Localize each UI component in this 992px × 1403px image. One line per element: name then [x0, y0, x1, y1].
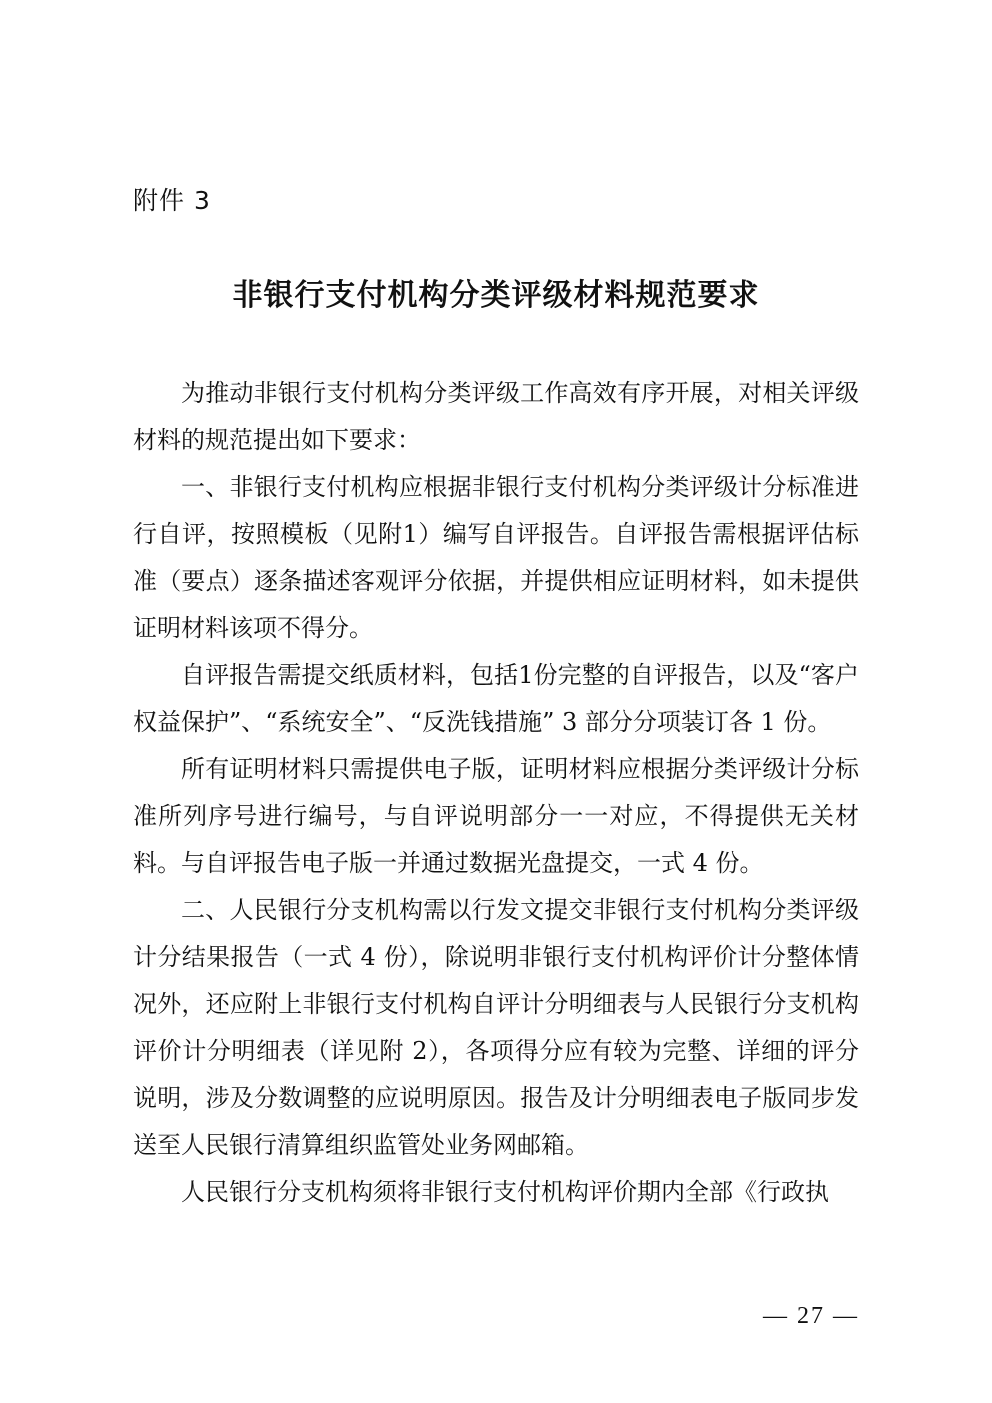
body-paragraph: 一、非银行支付机构应根据非银行支付机构分类评级计分标准进行自评，按照模板（见附1）编写自评报告。自评报告需根据评估标准（要点）逐条描述客观评分依据，并提供相应证明材料，如未提供证明材料该项不得分。	[133, 473, 859, 642]
document-body	[133, 370, 859, 1216]
body-paragraph: 自评报告需提交纸质材料，包括1份完整的自评报告，以及“客户权益保护”、“系统安全”、“反洗钱措施” 3 部分分项装订各 1 份。	[133, 661, 859, 736]
document-title: 非银行支付机构分类评级材料规范要求	[232, 278, 760, 313]
attachment-label: 附件 3	[133, 186, 211, 215]
page-number: — 27 —	[763, 1303, 859, 1329]
body-paragraph: 人民银行分支机构须将非银行支付机构评价期内全部《行政执	[181, 1178, 829, 1206]
body-paragraph: 二、人民银行分支机构需以行发文提交非银行支付机构分类评级计分结果报告（一式 4 份），除说明非银行支付机构评价计分整体情况外，还应附上非银行支付机构自评计分明细表与人民银行分支机构评价计分明细表（详见附 2），各项得分应有较为完整、详细的评分说明，涉及分数调整的应说明原因。报告及计分明细表电子版同步发送至人民银行清算组织监管处业务网邮箱。	[133, 896, 859, 1159]
body-paragraph: 为推动非银行支付机构分类评级工作高效有序开展，对相关评级材料的规范提出如下要求：	[133, 379, 859, 454]
body-paragraph: 所有证明材料只需提供电子版，证明材料应根据分类评级计分标准所列序号进行编号，与自评说明部分一一对应，不得提供无关材料。与自评报告电子版一并通过数据光盘提交，一式 4 份。	[133, 755, 859, 877]
